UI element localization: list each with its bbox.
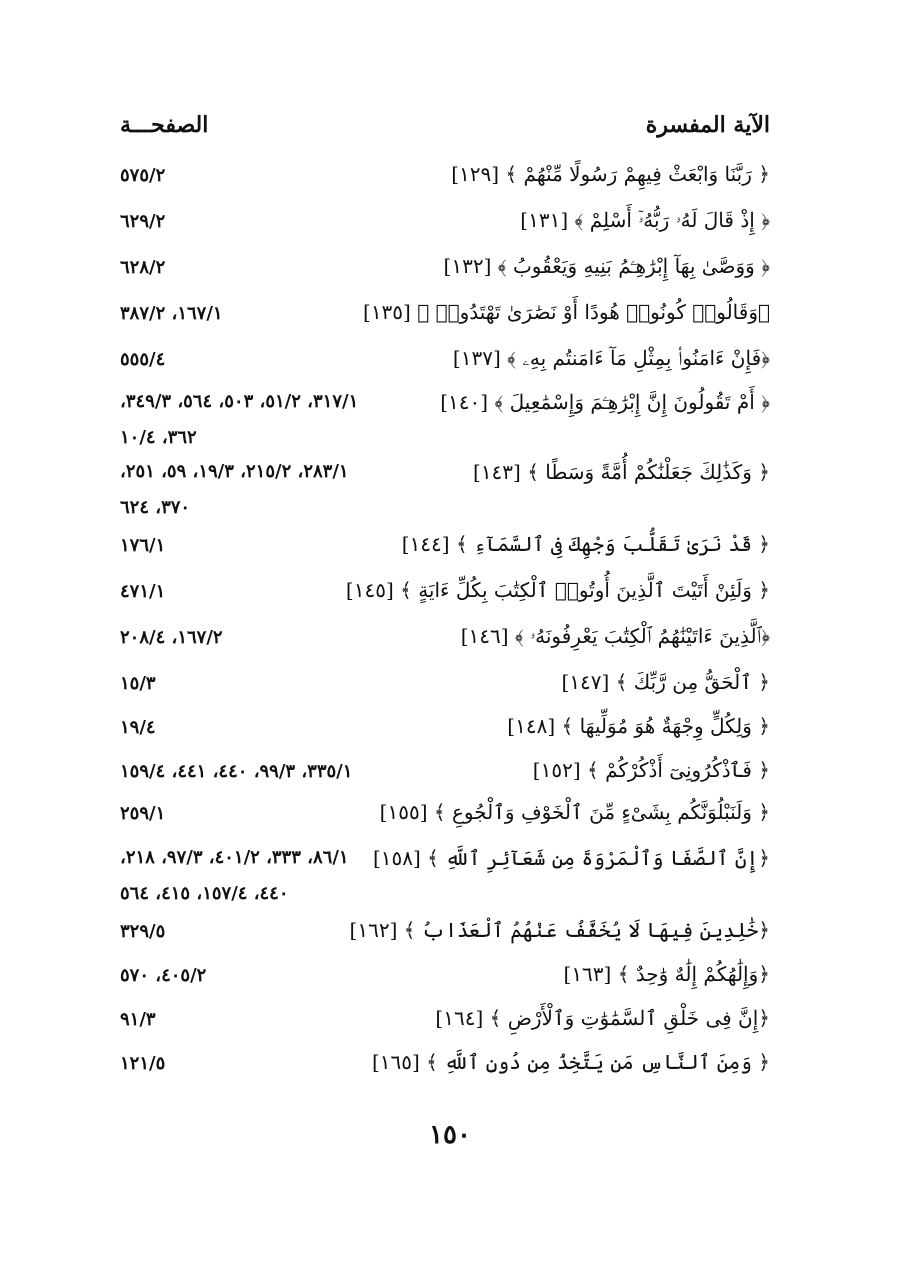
table-header	[120, 112, 770, 152]
ayah-text: ﴿إِنَّ فِى خَلْقِ ٱلسَّمَٰوَٰتِ وَٱلْأَرْضِ ﴾ [١٦٤]	[435, 1006, 770, 1030]
reference-line: ٩١/٣	[120, 1009, 156, 1030]
reference-line: ٤٠٥/٢، ٥٧٠	[120, 965, 207, 986]
reference-line: ١٧٦/١	[120, 535, 166, 556]
page-references	[120, 840, 450, 912]
reference-line: ٦٢٨/٢	[120, 257, 166, 278]
page-references	[120, 342, 450, 378]
page-references	[120, 1002, 450, 1038]
page-references	[120, 204, 450, 240]
page-references	[120, 620, 450, 656]
ayah-text: ﴿ وَلِكُلٍّ وِجْهَةٌ هُوَ مُوَلِّيهَا ﴾ [١٤٨]	[507, 714, 770, 738]
page-references	[120, 1046, 450, 1082]
reference-line: ٥٥٥/٤	[120, 349, 166, 370]
reference-line: ٣١٧/١، ٥١/٢، ٥٠٣، ٥٦٤، ٣٤٩/٣،	[120, 391, 359, 412]
page-references	[120, 710, 450, 746]
reference-line: ٣٦٢، ١٠/٤	[120, 427, 197, 448]
ayah-text: ﴿ قَدْ نَرَىٰ تَقَلُّبَ وَجْهِكَ فِى ٱلسَّمَآءِ ﴾ [١٤٤]	[401, 532, 770, 556]
reference-line: ٤٧١/١	[120, 581, 166, 602]
ayah-text: ﴿ وَوَصَّىٰ بِهَآ إِبْرَٰهِـۧمُ بَنِيهِ وَيَعْقُوبُ ﴾ [١٣٢]	[443, 254, 770, 278]
reference-line: ٢٥٩/١	[120, 803, 166, 824]
reference-line: ٣٢٩/٥	[120, 921, 166, 942]
ayah-text: ﴿ فَٱذْكُرُونِىٓ أَذْكُرْكُمْ ﴾ [١٥٢]	[532, 758, 770, 782]
reference-line: ١٥/٣	[120, 673, 156, 694]
ayah-text: ﴿ وَلَئِنْ أَتَيْتَ ٱلَّذِينَ أُوتُوا۟ ٱلْكِتَٰبَ بِكُلِّ ءَايَةٍ ﴾ [١٤٥]	[345, 578, 770, 602]
reference-line: ٨٦/١، ٣٣٣، ٤٠١/٢، ٩٧/٣، ٢١٨،	[120, 847, 349, 868]
page-references	[120, 958, 450, 994]
reference-line: ١٦٧/١، ٣٨٧/٢	[120, 303, 223, 324]
page-references	[120, 296, 450, 332]
ayah-text: ﴿ أَمْ تَقُولُونَ إِنَّ إِبْرَٰهِـۧمَ وَإِسْمَٰعِيلَ ﴾ [١٤٠]	[440, 390, 770, 414]
reference-line: ٦٢٩/٢	[120, 211, 166, 232]
page-references	[120, 454, 450, 526]
ayah-text: ﴿خَٰلِدِينَ فِيهَا لَا يُخَفَّفُ عَنْهُمُ ٱلْعَذَابُ ﴾ [١٦٢]	[349, 918, 770, 942]
ayah-text: ﴿ وَلَنَبْلُوَنَّكُم بِشَىْءٍ مِّنَ ٱلْخَوْفِ وَٱلْجُوعِ ﴾ [١٥٥]	[379, 800, 770, 824]
reference-line: ٥٧٥/٢	[120, 165, 166, 186]
page-references	[120, 754, 450, 790]
ayah-text: ﴿ وَمِنَ ٱلنَّاسِ مَن يَتَّخِذُ مِن دُونِ ٱللَّهِ ﴾ [١٦٥]	[371, 1050, 770, 1074]
page-references	[120, 528, 450, 564]
page-references	[120, 666, 450, 702]
ayah-text: ﴿إِنَّ ٱلصَّفَا وَٱلْمَرْوَةَ مِن شَعَآئِرِ ٱللَّهِ ﴾ [١٥٨]	[372, 846, 770, 870]
ayah-text: ﴿فَإِنْ ءَامَنُوا۟ بِمِثْلِ مَآ ءَامَنتُم بِهِۦ ﴾ [١٣٧]	[452, 346, 770, 370]
reference-line: ٣٧٠، ٦٢٤	[120, 497, 191, 518]
page-references	[120, 250, 450, 286]
page-references	[120, 158, 450, 194]
reference-line: ٤٤٠، ١٥٧/٤، ٤١٥، ٥٦٤	[120, 883, 289, 904]
ayah-text: ﴿ ٱلْحَقُّ مِن رَّبِّكَ ﴾ [١٤٧]	[561, 670, 770, 694]
reference-line: ١٢١/٥	[120, 1053, 166, 1074]
reference-line: ٢٨٣/١، ٢١٥/٢، ١٩/٣، ٥٩، ٢٥١،	[120, 461, 349, 482]
ayah-text: ﴿ رَبَّنَا وَابْعَثْ فِيهِمْ رَسُولًا مِّنْهُمْ ﴾ [١٢٩]	[451, 162, 770, 186]
ayah-text: ﴿ إِذْ قَالَ لَهُۥ رَبُّهُۥٓ أَسْلِمْ ﴾ [١٣١]	[520, 208, 770, 232]
page-column-heading: الصفحـــة	[120, 112, 209, 138]
page-references	[120, 574, 450, 610]
page-references	[120, 914, 450, 950]
ayah-column-heading: الآية المفسرة	[645, 112, 770, 138]
reference-line: ٣٣٥/١، ٩٩/٣، ٤٤٠، ٤٤١، ١٥٩/٤	[120, 761, 353, 782]
page-references	[120, 384, 450, 456]
reference-line: ١٩/٤	[120, 717, 156, 738]
ayah-text: ﴿ٱلَّذِينَ ءَاتَيْنَٰهُمُ ٱلْكِتَٰبَ يَعْرِفُونَهُۥ ﴾ [١٤٦]	[460, 624, 770, 648]
page-references	[120, 796, 450, 832]
page-number: ١٥٠	[429, 1120, 471, 1150]
reference-line: ١٦٧/٢، ٢٠٨/٤	[120, 627, 223, 648]
ayah-text: ﴿وَإِلَٰهُكُمْ إِلَٰهٌ وَٰحِدٌ ﴾ [١٦٣]	[563, 962, 770, 986]
ayah-text: ﴿ وَكَذَٰلِكَ جَعَلْنَٰكُمْ أُمَّةً وَسَطًا ﴾ [١٤٣]	[473, 460, 770, 484]
ayah-text: ﴿وَقَالُوا۟ كُونُوا۟ هُودًا أَوْ نَصَٰرَىٰ تَهْتَدُوا۟ ﴾ [١٣٥]	[363, 300, 770, 324]
